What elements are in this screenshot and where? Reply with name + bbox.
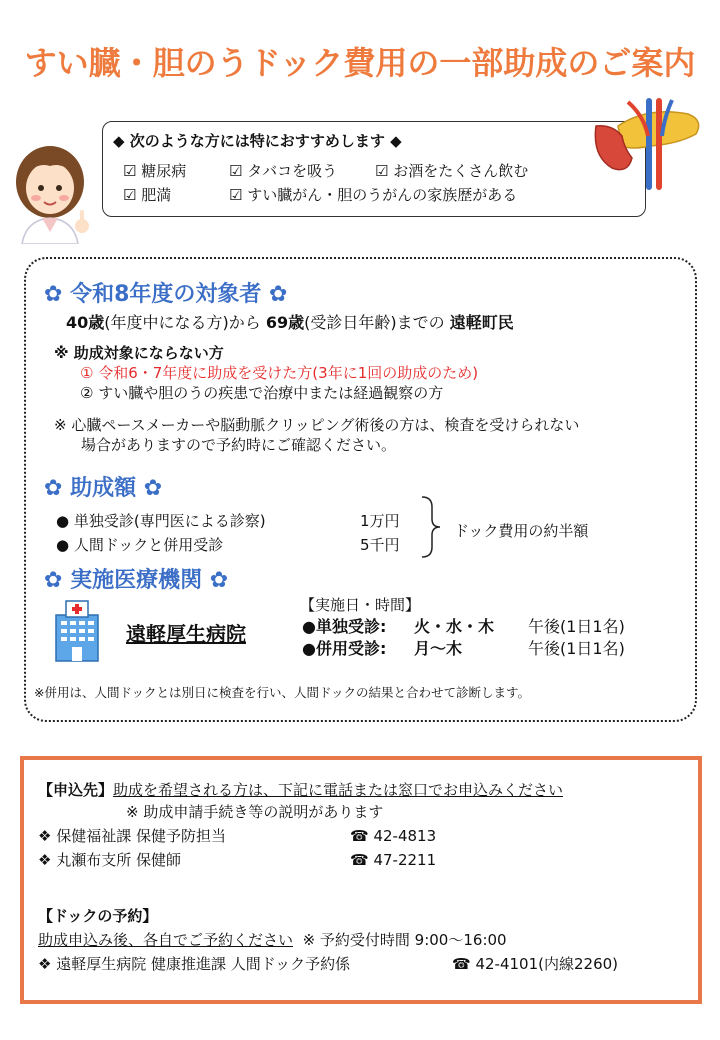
office-name: ❖ 保健福祉課 保健予防担当 — [38, 827, 226, 845]
age-from: 40歳 — [66, 313, 105, 332]
office-name: ❖ 丸瀬布支所 保健師 — [38, 851, 181, 869]
dock-hours: ※ 予約受付時間 9:00～16:00 — [302, 931, 507, 949]
age-to: 69歳 — [265, 313, 305, 332]
target-heading: ✿ 令和8年度の対象者 ✿ — [44, 282, 288, 307]
check-family-history: ☑ すい臓がん・胆のうがんの家族歴がある — [229, 186, 518, 204]
schedule-time: 午後(1日1名) — [528, 617, 625, 636]
hospital-icon — [52, 599, 102, 663]
office-phone: ☎ 47-2211 — [350, 851, 437, 869]
dock-label: 【ドックの予約】 — [38, 907, 158, 925]
schedule-type: ●併用受診: — [302, 639, 387, 658]
apply-line — [38, 780, 563, 800]
pacemaker-note-cont: 場合がありますので予約時にご確認ください。 — [81, 436, 397, 454]
excluded-heading: ※ 助成対象にならない方 — [54, 344, 224, 362]
check-smoking: ☑ タバコを吸う — [229, 162, 338, 180]
subsidy-item: ● 人間ドックと併用受診 — [56, 536, 224, 554]
subsidy-summary: ドック費用の約半額 — [454, 522, 589, 540]
apply-label: 【申込先】 — [38, 781, 114, 799]
apply-note: ※ 助成申請手続き等の説明があります — [126, 803, 384, 821]
page-title: すい臓・胆のうドック費用の一部助成のご案内 — [24, 44, 696, 82]
recommend-box — [102, 121, 646, 217]
schedule-heading: 【実施日・時間】 — [300, 596, 421, 614]
dock-line — [38, 930, 507, 950]
check-diabetes: ☑ 糖尿病 — [123, 162, 187, 180]
schedule-row — [302, 617, 625, 637]
schedule-days: 月～木 — [414, 639, 463, 658]
pacemaker-note: ※ 心臓ペースメーカーや脳動脈クリッピング術後の方は、検査を受けられない — [54, 416, 580, 434]
residents: 遠軽町民 — [449, 313, 514, 332]
schedule-time: 午後(1日1名) — [528, 639, 625, 658]
schedule-type: ●単独受診: — [302, 617, 387, 636]
excluded-item-2: ② すい臓や胆のうの疾患で治療中または経過観察の方 — [80, 384, 444, 402]
eligibility-box — [24, 257, 697, 722]
schedule-days: 火・水・木 — [414, 617, 495, 636]
apply-text: 助成を希望される方は、下記に電話または窓口でお申込みください — [113, 781, 564, 799]
schedule-row — [302, 639, 625, 659]
subsidy-amount: 1万円 — [360, 512, 400, 530]
check-obesity: ☑ 肥満 — [123, 186, 172, 204]
brace-icon — [420, 495, 444, 559]
office-phone: ☎ 42-4813 — [350, 827, 437, 845]
subsidy-amount: 5千円 — [360, 536, 400, 554]
hospital-name: 遠軽厚生病院 — [126, 622, 246, 646]
dock-office: ❖ 遠軽厚生病院 健康推進課 人間ドック予約係 — [38, 955, 351, 973]
dock-phone: ☎ 42-4101(内線2260) — [452, 955, 619, 973]
age-from-note: (年度中になる方)から — [104, 313, 261, 332]
subsidy-heading: ✿ 助成額 ✿ — [44, 476, 163, 501]
institution-heading: ✿ 実施医療機関 ✿ — [44, 568, 229, 593]
pancreas-illustration — [588, 96, 706, 192]
target-age-line — [66, 313, 514, 333]
nurse-illustration — [12, 140, 98, 244]
age-to-note: (受診日年齢)までの — [304, 313, 445, 332]
dock-text: 助成申込み後、各自でご予約ください — [38, 931, 294, 949]
recommend-heading: ◆ 次のような方には特におすすめします ◆ — [113, 132, 402, 150]
check-drinking: ☑ お酒をたくさん飲む — [375, 162, 529, 180]
institution-footnote: ※併用は、人間ドックとは別日に検査を行い、人間ドックの結果と合わせて診断します。 — [34, 685, 530, 700]
contact-box — [20, 756, 702, 1004]
subsidy-item: ● 単独受診(専門医による診察) — [56, 512, 266, 530]
excluded-item-1: ① 令和6・7年度に助成を受けた方(3年に1回の助成のため) — [80, 364, 479, 382]
